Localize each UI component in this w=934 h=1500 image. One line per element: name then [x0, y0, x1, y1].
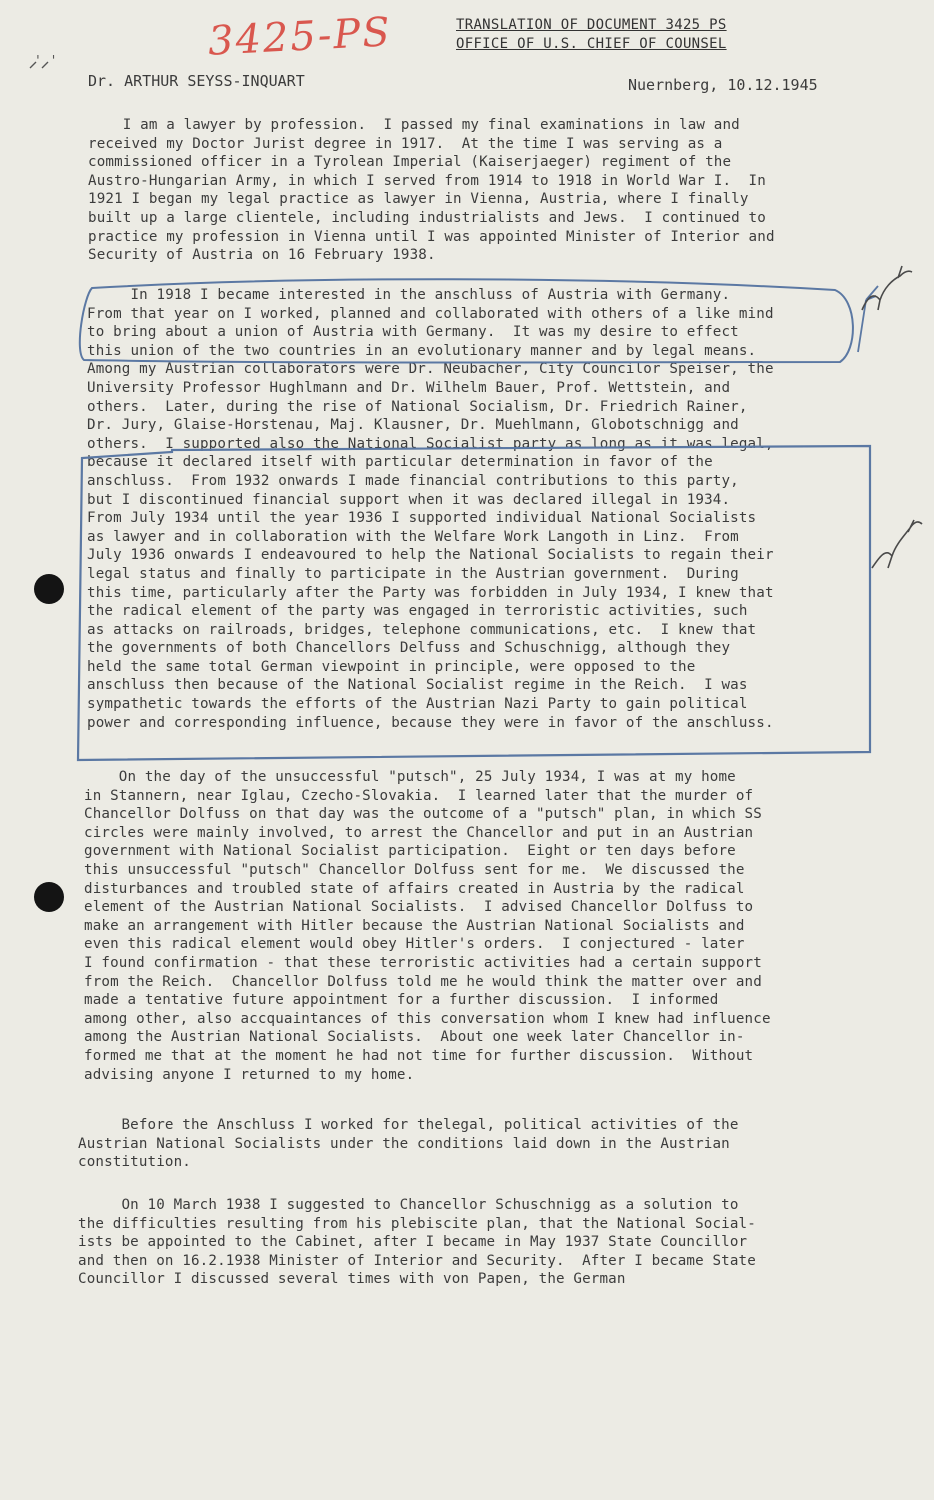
handwritten-document-code: 3425-PS	[206, 9, 393, 65]
place-and-date: Nuernberg, 10.12.1945	[628, 76, 818, 94]
top-left-tick-mark	[30, 62, 48, 68]
paragraph-anschluss: In 1918 I became interested in the anschluss of Austria with Germany. From that year on I worked, planned and collaborated with others of a like mind to bring about a union of Austria with Germany. It was my desire to effect this union of the two countries in an evolutionary manner and by legal means. Among my Austrian collaborators were Dr. Neubacher, City Councilor Speiser, the University Professor Hughlmann and Dr. Wilhelm Bauer, Prof. Wettstein, and others. Later, during the rise of National Socialism, Dr. Friedrich Rainer, Dr. Jury, Glaise-Horstenau, Maj. Klausner, Dr. Muehlmann, Globotschnigg and others. I supported also the National Socialist party as long as it was legal, because it declared itself with particular determination in favor of the anschluss. From 1932 onwards I made financial contributions to this party, but I discontinued financial support when it was declared illegal in 1934. From July 1934 until the year 1936 I supported individual National Socialists as lawyer and in collaboration with the Welfare Work Langoth in Linz. From July 1936 onwards I endeavoured to help the National Socialists to regain their legal status and finally to participate in the Austrian government. During this time, particularly after the Party was forbidden in July 1934, I knew that the radical element of the party was engaged in terroristic activities, such as attacks on railroads, bridges, telephone communications, etc. I knew that the governments of both Chancellors Delfuss and Schuschnigg, although they held the same total German viewpoint in principle, were opposed to the anschluss then because of the National Socialist regime in the Reich. I was sympathetic towards the efforts of the Austrian Nazi Party to gain political power and corresponding influence, because they were in favor of the anschluss.	[87, 287, 774, 731]
paragraph-march-1938: On 10 March 1938 I suggested to Chancellor Schuschnigg as a solution to the difficulties resulting from his plebiscite plan, that the National Social- ists be appointed to the Cabinet, after I became in May 1937 State Councillor and then on 16.2.1938 Minister of Interior and Security. After I became State Councillor I discussed several times with von Papen, the German	[78, 1197, 756, 1288]
paragraph-putsch: On the day of the unsuccessful "putsch", 25 July 1934, I was at my home in Stannern, near Iglau, Czecho-Slovakia. I learned later that the murder of Chancellor Dolfuss on that day was the outcome of a "putsch" plan, in which SS circles were mainly involved, to arrest the Chancellor and put in an Austrian government with National Socialist participation. Eight or ten days before this unsuccessful "putsch" Chancellor Dolfuss sent for me. We discussed the disturbances and troubled state of affairs created in Austria by the radical element of the Austrian National Socialists. I advised Chancellor Dolfuss to make an arrangement with Hitler because the Austrian National Socialists and even this radical element would obey Hitler's orders. I conjectured - later I found confirmation - that these terroristic activities had a certain support from the Reich. Chancellor Dolfuss told me he would think the matter over and made a tentative future appointment for a further discussion. I informed among other, also accquaintances of this conversation whom I knew had influence among the Austrian National Socialists. About one week later Chancellor in- formed me that at the moment he had not time for further discussion. Without advising anyone I returned to my home.	[84, 769, 771, 1083]
header-line-translation: TRANSLATION OF DOCUMENT 3425 PS	[456, 17, 727, 33]
lower-margin-initials-mark	[872, 520, 922, 568]
header-line-office: OFFICE OF U.S. CHIEF OF COUNSEL	[456, 36, 727, 52]
declarant-name: Dr. ARTHUR SEYSS-INQUART	[88, 72, 305, 90]
paragraph-before-anschluss: Before the Anschluss I worked for thelegal, political activities of the Austrian National Socialists under the conditions laid down in the Austrian constitution.	[78, 1117, 739, 1171]
lower-box-mark	[78, 446, 870, 760]
margin-tick-mark: ' '	[34, 54, 58, 69]
upper-bracket-mark	[80, 279, 853, 362]
upper-margin-initials-mark	[862, 266, 912, 310]
paragraph-biography: I am a lawyer by profession. I passed my final examinations in law and received my Doctor Jurist degree in 1917. At the time I was serving as a commissioned officer in a Tyrolean Imperial (Kaiserjaeger) regiment of the Austro-Hungarian Army, in which I served from 1914 to 1918 in World War I. In 1921 I began my legal practice as lawyer in Vienna, Austria, where I finally built up a large clientele, including industrialists and Jews. I continued to practice my profession in Vienna until I was appointed Minister of Interior and Security of Austria on 16 February 1938.	[88, 117, 775, 264]
